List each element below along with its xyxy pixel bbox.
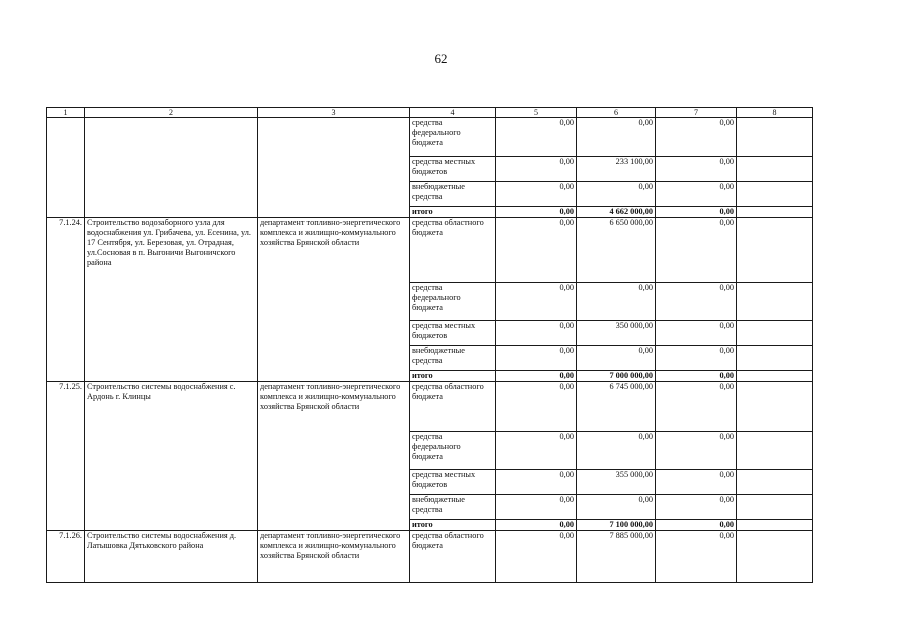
value-col5: 0,00 [496, 207, 577, 218]
funding-source: средства местных бюджетов [410, 157, 496, 182]
header-cell: 7 [656, 108, 737, 118]
funding-source: внебюджетные средства [410, 495, 496, 520]
value-col7: 0,00 [656, 520, 737, 531]
value-col8 [737, 346, 813, 371]
value-col7: 0,00 [656, 118, 737, 157]
funding-source: средства областного бюджета [410, 531, 496, 583]
value-col5: 0,00 [496, 371, 577, 382]
value-col5: 0,00 [496, 283, 577, 321]
funding-source: средства федерального бюджета [410, 283, 496, 321]
funding-row [47, 218, 813, 283]
funding-source: средства местных бюджетов [410, 470, 496, 495]
value-col7: 0,00 [656, 495, 737, 520]
header-cell: 8 [737, 108, 813, 118]
funding-source: средства федерального бюджета [410, 118, 496, 157]
project-executor [258, 118, 410, 218]
project-name [85, 118, 258, 218]
value-col6: 0,00 [577, 182, 656, 207]
value-col6: 0,00 [577, 118, 656, 157]
value-col6: 4 662 000,00 [577, 207, 656, 218]
project-executor: департамент топливно-энергетического комплекса и жилищно-коммунального хозяйства Брянской области [258, 531, 410, 583]
funding-source: итого [410, 371, 496, 382]
value-col8 [737, 531, 813, 583]
value-col5: 0,00 [496, 182, 577, 207]
value-col5: 0,00 [496, 346, 577, 371]
value-col7: 0,00 [656, 321, 737, 346]
value-col6: 0,00 [577, 283, 656, 321]
value-col7: 0,00 [656, 432, 737, 470]
project-number: 7.1.25. [47, 382, 85, 531]
value-col7: 0,00 [656, 531, 737, 583]
project-name: Строительство системы водоснабжения д. Латышовка Дятьковского района [85, 531, 258, 583]
value-col8 [737, 182, 813, 207]
funding-source: средства местных бюджетов [410, 321, 496, 346]
value-col5: 0,00 [496, 118, 577, 157]
value-col7: 0,00 [656, 157, 737, 182]
funding-source: внебюджетные средства [410, 346, 496, 371]
value-col5: 0,00 [496, 531, 577, 583]
funding-source: внебюджетные средства [410, 182, 496, 207]
funding-row [47, 118, 813, 157]
header-cell: 2 [85, 108, 258, 118]
funding-source: итого [410, 520, 496, 531]
value-col6: 7 100 000,00 [577, 520, 656, 531]
project-executor: департамент топливно-энергетического комплекса и жилищно-коммунального хозяйства Брянской области [258, 382, 410, 531]
value-col6: 233 100,00 [577, 157, 656, 182]
value-col8 [737, 495, 813, 520]
project-name: Строительство водозаборного узла для водоснабжения ул. Грибачева, ул. Есенина, ул. 17 Сентября, ул. Березовая, ул. Отрадная, ул.Сосновая в п. Выгоничи Выгоничского района [85, 218, 258, 382]
value-col8 [737, 118, 813, 157]
funding-source: итого [410, 207, 496, 218]
header-cell: 3 [258, 108, 410, 118]
funding-row [47, 531, 813, 583]
value-col7: 0,00 [656, 371, 737, 382]
value-col8 [737, 470, 813, 495]
value-col7: 0,00 [656, 346, 737, 371]
header-cell: 4 [410, 108, 496, 118]
value-col8 [737, 283, 813, 321]
value-col5: 0,00 [496, 520, 577, 531]
value-col7: 0,00 [656, 207, 737, 218]
header-cell: 5 [496, 108, 577, 118]
project-number: 7.1.26. [47, 531, 85, 583]
value-col8 [737, 218, 813, 283]
header-cell: 6 [577, 108, 656, 118]
value-col5: 0,00 [496, 321, 577, 346]
funding-source: средства федерального бюджета [410, 432, 496, 470]
value-col7: 0,00 [656, 470, 737, 495]
value-col8 [737, 207, 813, 218]
value-col7: 0,00 [656, 382, 737, 432]
value-col6: 355 000,00 [577, 470, 656, 495]
project-number: 7.1.24. [47, 218, 85, 382]
value-col5: 0,00 [496, 432, 577, 470]
value-col8 [737, 382, 813, 432]
value-col8 [737, 432, 813, 470]
value-col6: 350 000,00 [577, 321, 656, 346]
page-number: 62 [434, 51, 448, 66]
value-col6: 6 745 000,00 [577, 382, 656, 432]
value-col8 [737, 157, 813, 182]
value-col5: 0,00 [496, 218, 577, 283]
value-col7: 0,00 [656, 182, 737, 207]
value-col7: 0,00 [656, 218, 737, 283]
value-col6: 7 885 000,00 [577, 531, 656, 583]
value-col5: 0,00 [496, 470, 577, 495]
budget-table [46, 107, 813, 583]
funding-source: средства областного бюджета [410, 382, 496, 432]
value-col6: 0,00 [577, 346, 656, 371]
value-col8 [737, 321, 813, 346]
value-col6: 0,00 [577, 432, 656, 470]
project-number [47, 118, 85, 218]
value-col6: 6 650 000,00 [577, 218, 656, 283]
value-col6: 0,00 [577, 495, 656, 520]
value-col5: 0,00 [496, 382, 577, 432]
value-col5: 0,00 [496, 495, 577, 520]
value-col5: 0,00 [496, 157, 577, 182]
header-row [47, 108, 813, 118]
project-name: Строительство системы водоснабжения с. Ардонь г. Клинцы [85, 382, 258, 531]
value-col7: 0,00 [656, 283, 737, 321]
value-col8 [737, 371, 813, 382]
funding-row [47, 382, 813, 432]
project-executor: департамент топливно-энергетического комплекса и жилищно-коммунального хозяйства Брянской области [258, 218, 410, 382]
value-col6: 7 000 000,00 [577, 371, 656, 382]
funding-source: средства областного бюджета [410, 218, 496, 283]
header-cell: 1 [47, 108, 85, 118]
value-col8 [737, 520, 813, 531]
